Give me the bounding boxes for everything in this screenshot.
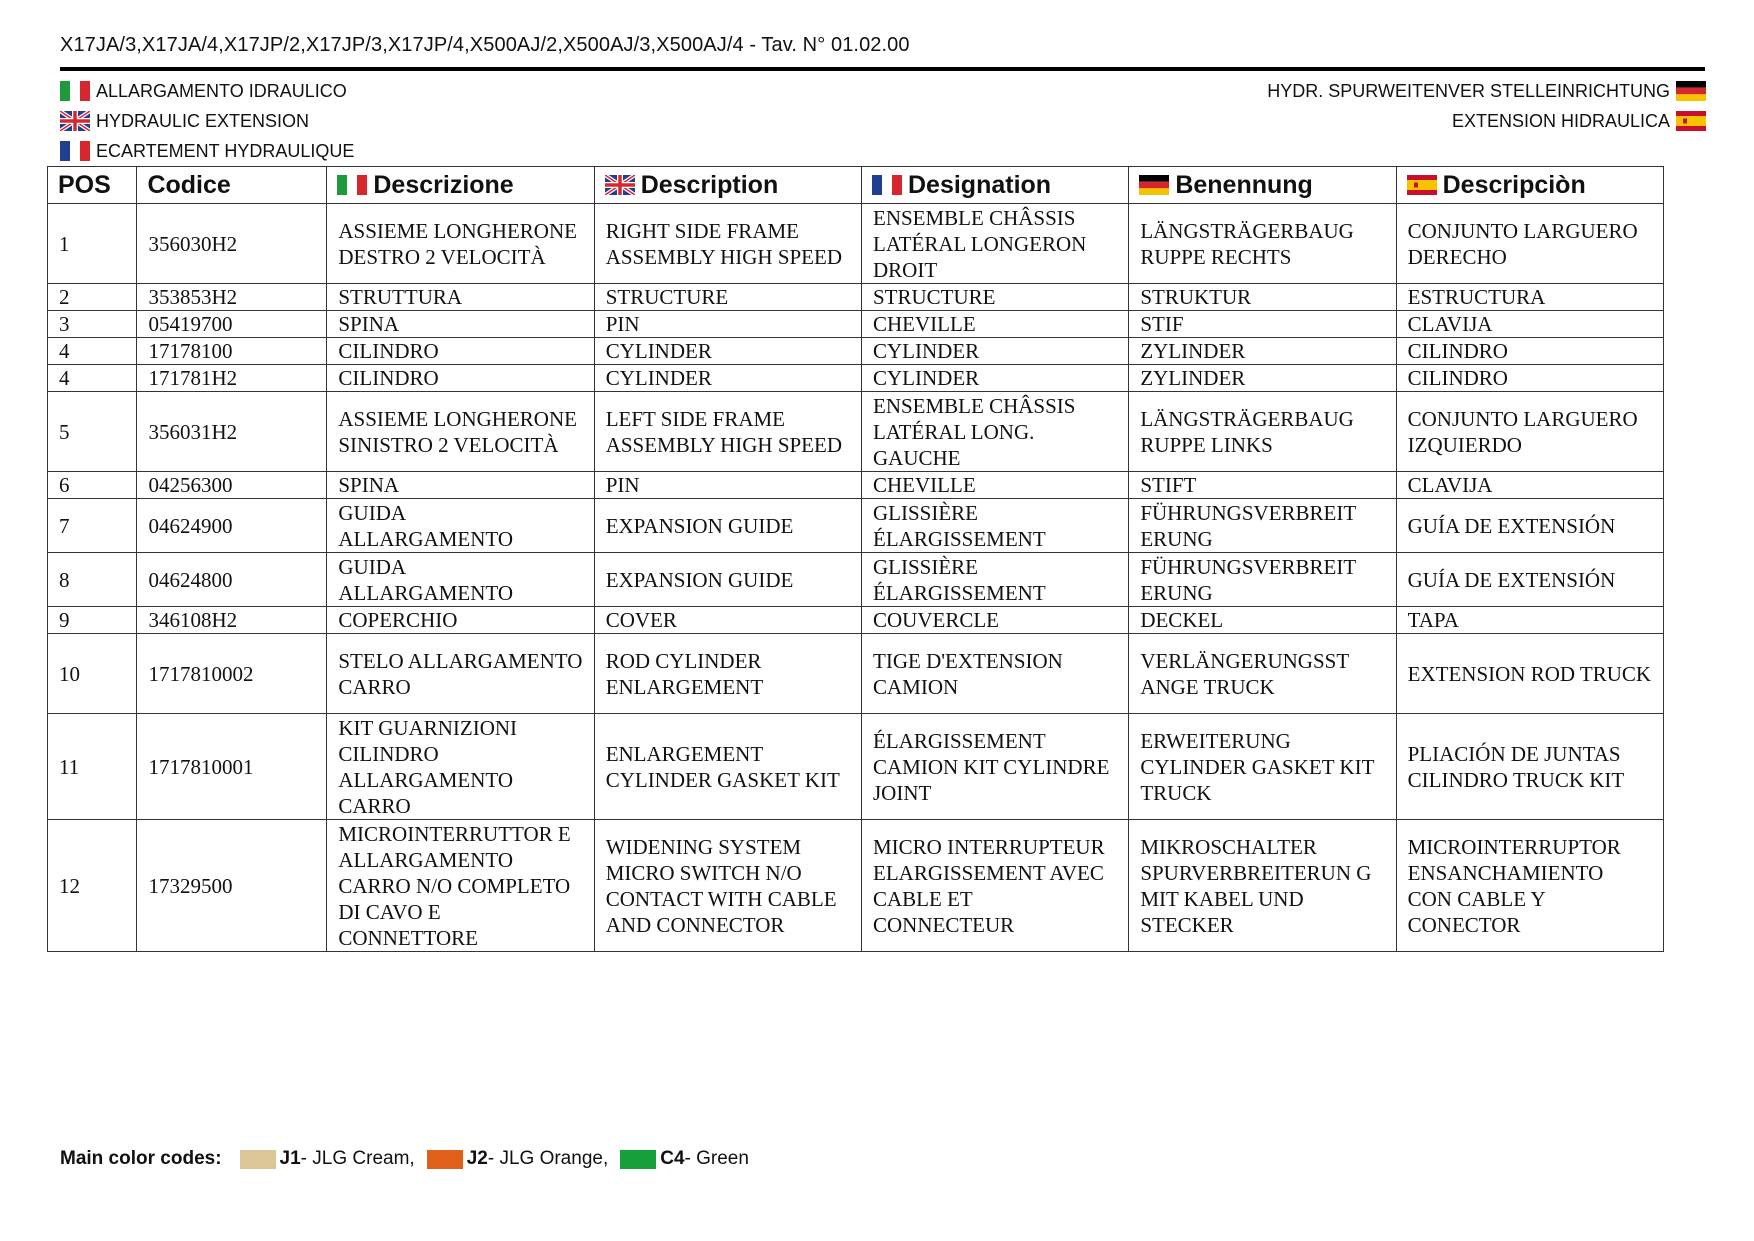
table-row <box>48 472 1664 499</box>
cell-description: RIGHT SIDE FRAME ASSEMBLY HIGH SPEED <box>594 204 861 284</box>
table-row <box>48 392 1664 472</box>
cell-descrizione: GUIDA ALLARGAMENTO <box>327 499 594 553</box>
uk-flag-icon <box>60 111 90 131</box>
cell-pos: 4 <box>48 338 137 365</box>
cell-descripcion: EXTENSION ROD TRUCK <box>1396 634 1663 714</box>
cell-descrizione: KIT GUARNIZIONI CILINDRO ALLARGAMENTO CARRO <box>327 714 594 820</box>
cell-designation: STRUCTURE <box>862 284 1129 311</box>
table-row <box>48 284 1664 311</box>
title-divider <box>60 67 1705 71</box>
germany-flag-icon <box>1676 81 1706 101</box>
color-legend <box>60 1148 761 1170</box>
cell-benennung: STIF <box>1129 311 1396 338</box>
lang-title-label: ECARTEMENT HYDRAULIQUE <box>96 140 355 161</box>
cell-benennung: STRUKTUR <box>1129 284 1396 311</box>
cell-benennung: ERWEITERUNG CYLINDER GASKET KIT TRUCK <box>1129 714 1396 820</box>
cell-codice: 17329500 <box>137 820 327 952</box>
cell-pos: 1 <box>48 204 137 284</box>
cell-benennung: FÜHRUNGSVERBREIT ERUNG <box>1129 553 1396 607</box>
lang-title-label: HYDRAULIC EXTENSION <box>96 110 310 131</box>
table-row <box>48 820 1664 952</box>
cell-descripcion: CILINDRO <box>1396 338 1663 365</box>
cell-designation: ENSEMBLE CHÂSSIS LATÉRAL LONG. GAUCHE <box>862 392 1129 472</box>
cell-descrizione: ASSIEME LONGHERONE SINISTRO 2 VELOCITÀ <box>327 392 594 472</box>
cell-benennung: DECKEL <box>1129 607 1396 634</box>
table-row <box>48 204 1664 284</box>
table-row <box>48 338 1664 365</box>
lang-title-german <box>1267 76 1706 106</box>
cell-codice: 05419700 <box>137 311 327 338</box>
cell-descrizione: SPINA <box>327 311 594 338</box>
language-titles-right <box>1267 76 1706 136</box>
cell-designation: GLISSIÈRE ÉLARGISSEMENT <box>862 553 1129 607</box>
legend-name: - Green <box>684 1148 749 1169</box>
cell-descrizione: SPINA <box>327 472 594 499</box>
cell-pos: 12 <box>48 820 137 952</box>
cell-descrizione: CILINDRO <box>327 338 594 365</box>
cell-benennung: VERLÄNGERUNGSST ANGE TRUCK <box>1129 634 1396 714</box>
lang-title-label: HYDR. SPURWEITENVER STELLEINRICHTUNG <box>1267 80 1670 101</box>
cell-description: COVER <box>594 607 861 634</box>
cell-designation: ENSEMBLE CHÂSSIS LATÉRAL LONGERON DROIT <box>862 204 1129 284</box>
cell-benennung: LÄNGSTRÄGERBAUG RUPPE LINKS <box>1129 392 1396 472</box>
cell-designation: TIGE D'EXTENSION CAMION <box>862 634 1129 714</box>
cell-pos: 9 <box>48 607 137 634</box>
cell-description: ENLARGEMENT CYLINDER GASKET KIT <box>594 714 861 820</box>
cell-codice: 346108H2 <box>137 607 327 634</box>
cell-description: LEFT SIDE FRAME ASSEMBLY HIGH SPEED <box>594 392 861 472</box>
cell-codice: 04624800 <box>137 553 327 607</box>
col-header-descripcion: Descripciòn <box>1396 167 1663 204</box>
cell-descripcion: CILINDRO <box>1396 365 1663 392</box>
uk-flag-icon <box>605 175 635 195</box>
cell-description: WIDENING SYSTEM MICRO SWITCH N/O CONTACT WITH CABLE AND CONNECTOR <box>594 820 861 952</box>
cell-designation: CYLINDER <box>862 365 1129 392</box>
spain-flag-icon <box>1407 175 1437 195</box>
cell-pos: 4 <box>48 365 137 392</box>
cell-pos: 5 <box>48 392 137 472</box>
parts-table-body <box>48 204 1664 952</box>
cell-description: CYLINDER <box>594 338 861 365</box>
cell-codice: 04624900 <box>137 499 327 553</box>
germany-flag-icon <box>1139 175 1169 195</box>
legend-code: C4 <box>660 1148 685 1169</box>
cell-codice: 1717810001 <box>137 714 327 820</box>
cell-pos: 10 <box>48 634 137 714</box>
document-title: X17JA/3,X17JA/4,X17JP/2,X17JP/3,X17JP/4,X500AJ/2,X500AJ/3,X500AJ/4 - Tav. N° 01.02.00 <box>60 34 910 56</box>
table-row <box>48 607 1664 634</box>
lang-title-english <box>60 106 354 136</box>
col-header-description: Description <box>594 167 861 204</box>
cell-descrizione: GUIDA ALLARGAMENTO <box>327 553 594 607</box>
parts-table <box>47 166 1664 952</box>
cell-descrizione: STRUTTURA <box>327 284 594 311</box>
col-header-benennung: Benennung <box>1129 167 1396 204</box>
cell-benennung: STIFT <box>1129 472 1396 499</box>
france-flag-icon <box>872 175 902 195</box>
col-header-designation: Designation <box>862 167 1129 204</box>
cell-designation: COUVERCLE <box>862 607 1129 634</box>
cell-description: PIN <box>594 311 861 338</box>
cell-description: EXPANSION GUIDE <box>594 553 861 607</box>
cell-description: CYLINDER <box>594 365 861 392</box>
cell-descripcion: GUÍA DE EXTENSIÓN <box>1396 499 1663 553</box>
language-titles-left <box>60 76 354 166</box>
cell-codice: 356030H2 <box>137 204 327 284</box>
cell-description: PIN <box>594 472 861 499</box>
cell-descripcion: TAPA <box>1396 607 1663 634</box>
cell-descripcion: GUÍA DE EXTENSIÓN <box>1396 553 1663 607</box>
cell-designation: CYLINDER <box>862 338 1129 365</box>
color-swatch <box>620 1150 656 1169</box>
cell-designation: GLISSIÈRE ÉLARGISSEMENT <box>862 499 1129 553</box>
color-swatch <box>427 1150 463 1169</box>
france-flag-icon <box>60 141 90 161</box>
cell-codice: 353853H2 <box>137 284 327 311</box>
legend-code: J2 <box>466 1148 488 1169</box>
table-row <box>48 365 1664 392</box>
cell-designation: ÉLARGISSEMENT CAMION KIT CYLINDRE JOINT <box>862 714 1129 820</box>
cell-benennung: LÄNGSTRÄGERBAUG RUPPE RECHTS <box>1129 204 1396 284</box>
col-header-descrizione: Descrizione <box>327 167 594 204</box>
cell-pos: 3 <box>48 311 137 338</box>
cell-descripcion: CLAVIJA <box>1396 472 1663 499</box>
lang-title-italian <box>60 76 354 106</box>
color-swatch <box>240 1150 276 1169</box>
cell-codice: 17178100 <box>137 338 327 365</box>
lang-title-spanish <box>1267 106 1706 136</box>
cell-description: ROD CYLINDER ENLARGEMENT <box>594 634 861 714</box>
table-row <box>48 714 1664 820</box>
cell-descripcion: PLIACIÓN DE JUNTAS CILINDRO TRUCK KIT <box>1396 714 1663 820</box>
cell-descrizione: COPERCHIO <box>327 607 594 634</box>
cell-descripcion: CONJUNTO LARGUERO IZQUIERDO <box>1396 392 1663 472</box>
cell-descrizione: STELO ALLARGAMENTO CARRO <box>327 634 594 714</box>
legend-code: J1 <box>279 1148 301 1169</box>
cell-codice: 356031H2 <box>137 392 327 472</box>
cell-description: EXPANSION GUIDE <box>594 499 861 553</box>
legend-label: Main color codes: <box>60 1148 222 1169</box>
col-header-codice: Codice <box>137 167 327 204</box>
cell-pos: 11 <box>48 714 137 820</box>
italy-flag-icon <box>337 175 367 195</box>
cell-codice: 1717810002 <box>137 634 327 714</box>
cell-designation: MICRO INTERRUPTEUR ELARGISSEMENT AVEC CABLE ET CONNECTEUR <box>862 820 1129 952</box>
table-row <box>48 499 1664 553</box>
table-row <box>48 553 1664 607</box>
lang-title-label: ALLARGAMENTO IDRAULICO <box>96 80 347 101</box>
legend-name: - JLG Orange, <box>487 1148 609 1169</box>
table-row <box>48 311 1664 338</box>
cell-benennung: MIKROSCHALTER SPURVERBREITERUN G MIT KABEL UND STECKER <box>1129 820 1396 952</box>
italy-flag-icon <box>60 81 90 101</box>
cell-pos: 8 <box>48 553 137 607</box>
cell-descrizione: MICROINTERRUTTOR E ALLARGAMENTO CARRO N/O COMPLETO DI CAVO E CONNETTORE <box>327 820 594 952</box>
table-header-row <box>48 167 1664 204</box>
cell-benennung: ZYLINDER <box>1129 338 1396 365</box>
cell-benennung: ZYLINDER <box>1129 365 1396 392</box>
lang-title-label: EXTENSION HIDRAULICA <box>1451 110 1670 131</box>
cell-pos: 6 <box>48 472 137 499</box>
cell-descripcion: ESTRUCTURA <box>1396 284 1663 311</box>
cell-descripcion: CONJUNTO LARGUERO DERECHO <box>1396 204 1663 284</box>
cell-descripcion: CLAVIJA <box>1396 311 1663 338</box>
cell-descrizione: ASSIEME LONGHERONE DESTRO 2 VELOCITÀ <box>327 204 594 284</box>
cell-description: STRUCTURE <box>594 284 861 311</box>
table-row <box>48 634 1664 714</box>
cell-codice: 171781H2 <box>137 365 327 392</box>
cell-pos: 7 <box>48 499 137 553</box>
cell-designation: CHEVILLE <box>862 472 1129 499</box>
lang-title-french <box>60 136 354 166</box>
cell-designation: CHEVILLE <box>862 311 1129 338</box>
cell-benennung: FÜHRUNGSVERBREIT ERUNG <box>1129 499 1396 553</box>
legend-name: - JLG Cream, <box>300 1148 415 1169</box>
legend-item-c4 <box>620 1148 749 1170</box>
spain-flag-icon <box>1676 111 1706 131</box>
col-header-pos: POS <box>48 167 137 204</box>
cell-pos: 2 <box>48 284 137 311</box>
legend-item-j2 <box>427 1148 609 1170</box>
cell-descrizione: CILINDRO <box>327 365 594 392</box>
cell-descripcion: MICROINTERRUPTOR ENSANCHAMIENTO CON CABLE Y CONECTOR <box>1396 820 1663 952</box>
cell-codice: 04256300 <box>137 472 327 499</box>
legend-item-j1 <box>240 1148 415 1170</box>
